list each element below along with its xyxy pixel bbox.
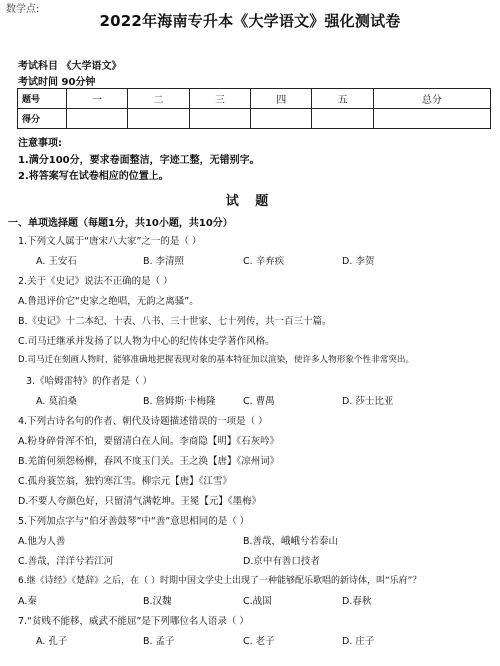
option: C. 辛弃疾 — [243, 256, 285, 267]
option: D.春秋 — [342, 596, 372, 607]
exam-title: 2022年海南专升本《大学语文》强化测试卷 — [99, 12, 401, 30]
option: A.粉身碎骨浑不怕，要留清白在人间。李商隐【明】《石灰吟》 — [18, 436, 280, 447]
option: A.鲁迅评价它“史家之绝唱，无韵之离骚”。 — [18, 296, 199, 307]
col-5: 五 — [312, 89, 373, 109]
note-item: 2.将答案写在试卷相应的位置上。 — [18, 171, 169, 182]
part-one-heading: 一、单项选择题（每题1分，共10小题，共10分） — [8, 218, 233, 229]
option: C.善哉，洋洋兮若江河 — [18, 556, 114, 567]
option: B.善哉，峨峨兮若泰山 — [243, 536, 339, 547]
notes-heading: 注意事项: — [18, 138, 62, 149]
option: D. 莎士比亚 — [342, 396, 394, 407]
score-cell[interactable] — [189, 109, 250, 129]
option: D.司马迁在刻画人物时，能够准确地把握表现对象的基本特征加以渲染，使许多人物形象个性非常突出。 — [18, 355, 415, 365]
col-total: 总分 — [373, 89, 490, 109]
question-stem: 6.继《诗经》《楚辞》之后，在（ ）时期中国文学史上出现了一种能够配乐歌唱的新诗体，叫“乐府”？ — [18, 576, 422, 586]
section-title: 试 题 — [225, 194, 275, 209]
question-stem: 2.关于《史记》说法不正确的是（ ） — [18, 276, 173, 287]
score-table — [17, 88, 491, 129]
header-label: 题号 — [18, 89, 67, 109]
option: B. 詹姆斯·卡梅隆 — [143, 396, 216, 407]
option: D.不要人夸颜色好，只留清气满乾坤。王冕【元】《墨梅》 — [18, 496, 262, 507]
option: D. 庄子 — [342, 636, 375, 647]
option: A.秦 — [18, 596, 37, 607]
question-stem: 3.《哈姆雷特》的作者是（ ） — [26, 376, 153, 387]
score-cell[interactable] — [251, 109, 312, 129]
option: A. 莫泊桑 — [36, 396, 77, 407]
score-cell[interactable] — [312, 109, 373, 129]
question-stem: 4.下列古诗名句的作者、朝代及诗题描述错误的一项是（ ） — [18, 416, 268, 427]
option: B.羌笛何须怨杨柳，春风不度玉门关。王之涣【唐】《凉州词》 — [18, 456, 280, 467]
option: C.孤舟蓑笠翁，独钓寒江雪。柳宗元【唐】《江雪》 — [18, 476, 232, 487]
row-label: 得分 — [18, 109, 67, 129]
option: D. 李贺 — [342, 256, 375, 267]
col-4: 四 — [251, 89, 312, 109]
note-item: 1.满分100分，要求卷面整洁，字迹工整，无错别字。 — [18, 155, 260, 166]
corner-label: 数学点: — [6, 4, 40, 15]
score-row — [18, 109, 491, 129]
time-line: 考试时间 90分钟 — [18, 77, 96, 88]
option: B.汉魏 — [143, 596, 172, 607]
score-header-row — [18, 89, 491, 109]
score-cell[interactable] — [128, 109, 189, 129]
question-stem: 5.下列加点字与“伯牙善鼓琴”中“善”意思相同的是（ ） — [18, 516, 250, 527]
option: C. 曹禺 — [243, 396, 275, 407]
score-cell[interactable] — [67, 109, 128, 129]
col-2: 二 — [128, 89, 189, 109]
col-3: 三 — [189, 89, 250, 109]
option: B. 孟子 — [143, 636, 175, 647]
option: B.《史记》十二本纪、十表、八书、三十世家、七十列传，共一百三十篇。 — [18, 316, 332, 327]
question-stem: 1.下列文人属于“唐宋八大家”之一的是（ ） — [18, 236, 202, 247]
option: B. 李清照 — [143, 256, 185, 267]
option: A. 王安石 — [36, 256, 77, 267]
subject-line: 考试科目 《大学语文》 — [18, 61, 122, 72]
option: C.战国 — [243, 596, 272, 607]
option: D.京中有善口技者 — [243, 556, 320, 567]
option: C. 老子 — [243, 636, 275, 647]
col-1: 一 — [67, 89, 128, 109]
option: A.他为人善 — [18, 536, 66, 547]
option: A. 孔子 — [36, 636, 68, 647]
option: C.司马迁继承并发扬了以人物为中心的纪传体史学著作风格。 — [18, 336, 275, 347]
question-stem: 7.“贫贱不能移，威武不能屈”是下列哪位名人语录（ ） — [18, 616, 249, 627]
score-cell[interactable] — [373, 109, 490, 129]
